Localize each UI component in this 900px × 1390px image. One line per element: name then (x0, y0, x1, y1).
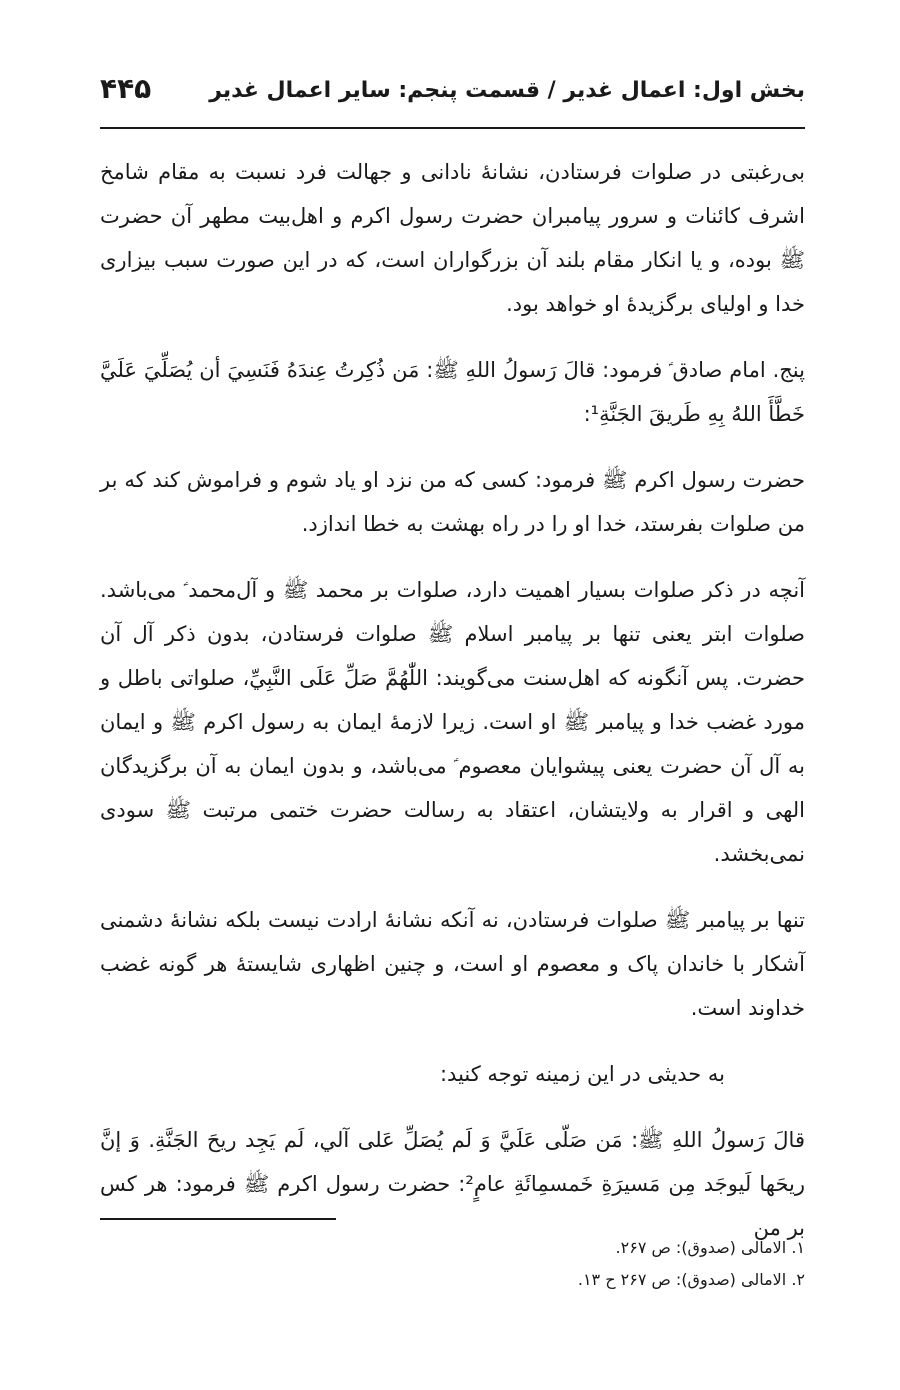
page-number: ۴۴۵ (100, 72, 152, 105)
paragraph: بی‌رغبتی در صلوات فرستادن، نشانهٔ نادانی و جهالت فرد نسبت به مقام شامخ اشرف کائنات و سرور پیامبران حضرت رسول اکرم و اهل‌بیت مطهر آن حضرت ﷺ بوده، و یا انکار مقام بلند آن بزرگواران است، که در این صورت سبب بیزاری خدا و اولیای برگزیدهٔ او خواهد بود. (100, 160, 805, 316)
paragraph: حضرت رسول اکرم ﷺ فرمود: کسی که من نزد او یاد شوم و فراموش کند که بر من صلوات بفرستد، خدا او را در راه بهشت به خطا اندازد. (100, 468, 805, 536)
footnotes (578, 1232, 805, 1296)
header-rule (100, 127, 805, 129)
paragraph: به حدیثی در این زمینه توجه کنید: (439, 1062, 725, 1086)
book-page (100, 70, 805, 1360)
footnote-rule (100, 1218, 336, 1220)
paragraph: قالَ رَسولُ اللهِ ﷺ: مَن صَلّى عَلَيَّ وَ لَم يُصَلِّ عَلى آلي، لَم يَجِد ريحَ الجَنَّةِ. وَ إنَّ ريحَها لَيوجَد مِن مَسيرَةِ خَمسمِائَةِ عامٍ²: حضرت رسول اکرم ﷺ فرمود: هر کس بر من (100, 1128, 805, 1240)
running-header-title: بخش اول: اعمال غدیر / قسمت پنجم: سایر اعمال غدیر (209, 78, 805, 103)
paragraph: آنچه در ذکر صلوات بسیار اهمیت دارد، صلوات بر محمد ﷺ و آل‌محمد ؑ می‌باشد. صلوات ابتر یعنی تنها بر پیامبر اسلام ﷺ صلوات فرستادن، بدون ذکر آل آن حضرت. پس آنگونه که اهل‌سنت می‌گویند: اللّٰهُمَّ صَلِّ عَلَى النَّبِيِّ، صلواتی باطل و مورد غضب خدا و پیامبر ﷺ او است. زیرا لازمهٔ ایمان به رسول اکرم ﷺ و ایمان به آل آن حضرت یعنی پیشوایان معصوم ؑ می‌باشد، و بدون ایمان به آن برگزیدگان الهی و اقرار به ولایتشان، اعتقاد به رسالت حضرت ختمی مرتبت ﷺ سودی نمی‌بخشد. (100, 578, 805, 866)
page-header (100, 72, 805, 118)
paragraph: تنها بر پیامبر ﷺ صلوات فرستادن، نه آنکه نشانهٔ ارادت نیست بلکه نشانهٔ دشمنی آشکار با خاندان پاک و معصوم او است، و چنین اظهاری شایستهٔ هر گونه غضب خداوند است. (100, 908, 805, 1020)
paragraph: پنج. امام صادق ؑ فرمود: قالَ رَسولُ اللهِ ﷺ: مَن ذُكِرتُ عِندَهُ فَنَسِيَ أن يُصَلِّيَ عَلَيَّ خَطَّأَ اللهُ بِهِ طَريقَ الجَنَّةِ¹: (100, 358, 805, 426)
footnote: ۱. الامالی (صدوق): ص ۲۶۷. (615, 1238, 805, 1257)
footnote: ۲. الامالی (صدوق): ص ۲۶۷ ح ۱۳. (577, 1270, 805, 1289)
body-text (100, 150, 805, 1272)
